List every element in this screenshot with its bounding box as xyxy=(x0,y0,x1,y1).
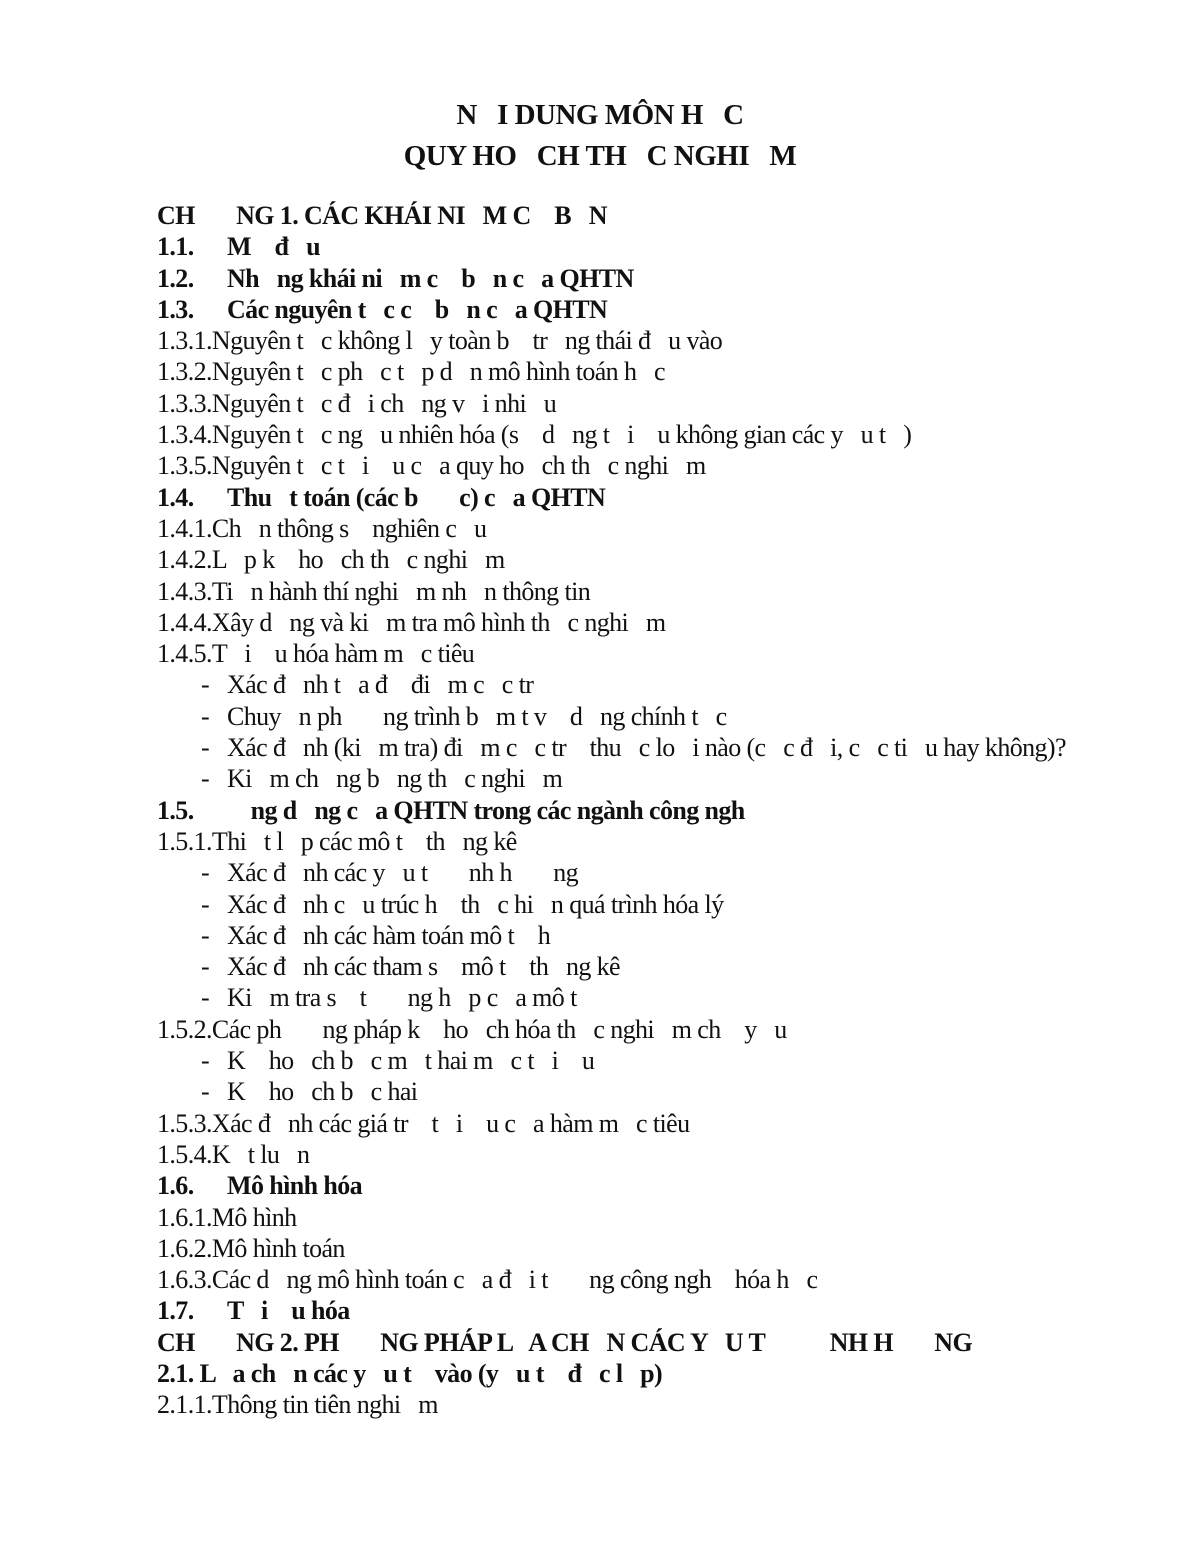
bullet-item xyxy=(157,920,1157,951)
outline-item xyxy=(157,356,1157,387)
item-number: - xyxy=(201,1046,210,1076)
item-text: ng d ng c a QHTN trong các ngành công ngh xyxy=(227,795,745,825)
outline-item xyxy=(157,513,1157,544)
item-text: Nguyên t c đ i ch ng v i nhi u xyxy=(211,388,557,418)
outline-item xyxy=(157,638,1157,669)
item-number: 1.7. xyxy=(157,1296,194,1326)
outline-item xyxy=(157,1295,1157,1326)
item-text: Mô hình hóa xyxy=(227,1171,363,1201)
item-number: - xyxy=(201,952,210,982)
item-text: Xác đ nh t a đ đi m c c tr xyxy=(227,670,534,700)
outline-item xyxy=(157,325,1157,356)
item-number: 1.4.3. xyxy=(157,576,212,606)
item-number: - xyxy=(201,983,210,1013)
item-number: 1.3.1. xyxy=(157,326,212,356)
outline-item xyxy=(157,450,1157,481)
item-number: 1.5.1. xyxy=(157,826,212,856)
item-text: Xác đ nh các tham s mô t th ng kê xyxy=(227,952,620,982)
outline-item xyxy=(157,1139,1157,1170)
item-text: Mô hình toán xyxy=(211,1233,345,1263)
item-text: K ho ch b c hai xyxy=(227,1077,418,1107)
item-number: 1.3.5. xyxy=(157,451,212,481)
outline-item xyxy=(157,388,1157,419)
outline-item xyxy=(157,231,1157,262)
item-text: Xác đ nh c u trúc h th c hi n quá trình hóa lý xyxy=(227,889,724,919)
bullet-item xyxy=(157,857,1157,888)
item-number: 1.6.1. xyxy=(157,1202,212,1232)
item-text: K t lu n xyxy=(211,1139,310,1169)
item-text: Các d ng mô hình toán c a đ i t ng công ngh hóa h c xyxy=(211,1265,818,1295)
item-text: Ki m ch ng b ng th c nghi m xyxy=(227,764,563,794)
item-text: Nguyên t c không l y toàn b tr ng thái đ u vào xyxy=(211,326,723,356)
item-text: Ki m tra s t ng h p c a mô t xyxy=(227,983,577,1013)
item-text: L p k ho ch th c nghi m xyxy=(211,545,505,575)
outline-item xyxy=(157,826,1157,857)
item-number: 1.5.4. xyxy=(157,1139,212,1169)
item-text: Ti n hành thí nghi m nh n thông tin xyxy=(211,576,591,606)
item-number: 1.3. xyxy=(157,294,194,324)
outline-item xyxy=(157,419,1157,450)
outline-item xyxy=(157,607,1157,638)
item-number: 1.3.4. xyxy=(157,420,212,450)
outline-item xyxy=(157,1233,1157,1264)
outline-item xyxy=(157,482,1157,513)
chapter-heading xyxy=(157,200,1157,231)
chapter-heading xyxy=(157,1358,1157,1389)
item-number: 1.5.3. xyxy=(157,1108,212,1138)
outline-item xyxy=(157,544,1157,575)
item-text: T i u hóa xyxy=(227,1296,350,1326)
item-text: K ho ch b c m t hai m c t i u xyxy=(227,1046,595,1076)
item-text: CH NG 2. PH NG PHÁP L A CH N CÁC Y U T NH H NG xyxy=(157,1327,973,1357)
item-text: Các ph ng pháp k ho ch hóa th c nghi m ch y u xyxy=(211,1014,787,1044)
bullet-item xyxy=(157,1076,1157,1107)
item-number: - xyxy=(201,1077,210,1107)
item-number: - xyxy=(201,889,210,919)
item-text: Nguyên t c ng u nhiên hóa (s d ng t i u không gian các y u t ) xyxy=(211,420,912,450)
item-text: Thông tin tiên nghi m xyxy=(211,1390,438,1420)
outline-item xyxy=(157,795,1157,826)
bullet-item xyxy=(157,982,1157,1013)
item-number: 1.5.2. xyxy=(157,1014,212,1044)
outline-item xyxy=(157,1108,1157,1139)
item-number: 2.1.1. xyxy=(157,1390,212,1420)
item-number: 1.3.2. xyxy=(157,357,212,387)
item-number: 1.2. xyxy=(157,263,194,293)
bullet-item xyxy=(157,669,1157,700)
outline-list xyxy=(157,200,1157,1421)
item-number: - xyxy=(201,701,210,731)
item-text: M đ u xyxy=(227,232,320,262)
item-number: - xyxy=(201,858,210,888)
item-text: Xác đ nh (ki m tra) đi m c c tr thu c lo i nào (c c đ i, c c ti u hay không)? xyxy=(227,733,1066,763)
item-number: 1.4.5. xyxy=(157,639,212,669)
item-number: 1.6.2. xyxy=(157,1233,212,1263)
item-text: Chuy n ph ng trình b m t v d ng chính t c xyxy=(227,701,727,731)
item-text: Nguyên t c t i u c a quy ho ch th c nghi m xyxy=(211,451,706,481)
bullet-item xyxy=(157,951,1157,982)
item-number: 1.4. xyxy=(157,482,194,512)
item-number: 1.3.3. xyxy=(157,388,212,418)
item-text: Ch n thông s nghiên c u xyxy=(211,513,487,543)
item-text: Nh ng khái ni m c b n c a QHTN xyxy=(227,263,634,293)
item-text: Xây d ng và ki m tra mô hình th c nghi m xyxy=(211,607,666,637)
bullet-item xyxy=(157,889,1157,920)
item-text: Các nguyên t c c b n c a QHTN xyxy=(227,294,608,324)
outline-item xyxy=(157,294,1157,325)
document-subtitle: QUY HO CH TH C NGHI M xyxy=(403,140,797,172)
bullet-item xyxy=(157,701,1157,732)
item-number: 1.4.2. xyxy=(157,545,212,575)
bullet-item xyxy=(157,763,1157,794)
item-text: Xác đ nh các y u t nh h ng xyxy=(227,858,579,888)
outline-item xyxy=(157,576,1157,607)
item-number: - xyxy=(201,920,210,950)
item-number: 1.4.4. xyxy=(157,607,212,637)
outline-item xyxy=(157,1170,1157,1201)
item-text: T i u hóa hàm m c tiêu xyxy=(211,639,475,669)
item-number: 1.4.1. xyxy=(157,513,212,543)
item-text: Nguyên t c ph c t p d n mô hình toán h c xyxy=(211,357,666,387)
item-text: 2.1. L a ch n các y u t vào (y u t đ c l p) xyxy=(157,1358,663,1388)
outline-item xyxy=(157,263,1157,294)
outline-item xyxy=(157,1389,1157,1420)
item-text: Thu t toán (các b c) c a QHTN xyxy=(227,482,606,512)
item-number: - xyxy=(201,764,210,794)
item-text: CH NG 1. CÁC KHÁI NI M C B N xyxy=(157,201,607,230)
item-text: Xác đ nh các giá tr t i u c a hàm m c tiêu xyxy=(211,1108,690,1138)
item-text: Thi t l p các mô t th ng kê xyxy=(211,826,517,856)
document-title: N I DUNG MÔN H C xyxy=(456,99,744,131)
item-number: 1.6. xyxy=(157,1171,194,1201)
item-text: Mô hình xyxy=(211,1202,297,1232)
item-number: 1.1. xyxy=(157,232,194,262)
bullet-item xyxy=(157,732,1157,763)
outline-item xyxy=(157,1014,1157,1045)
item-text: Xác đ nh các hàm toán mô t h xyxy=(227,920,551,950)
item-number: - xyxy=(201,670,210,700)
bullet-item xyxy=(157,1045,1157,1076)
chapter-heading xyxy=(157,1327,1157,1358)
outline-item xyxy=(157,1202,1157,1233)
item-number: 1.5. xyxy=(157,795,194,825)
item-number: 1.6.3. xyxy=(157,1265,212,1295)
item-number: - xyxy=(201,733,210,763)
outline-item xyxy=(157,1264,1157,1295)
